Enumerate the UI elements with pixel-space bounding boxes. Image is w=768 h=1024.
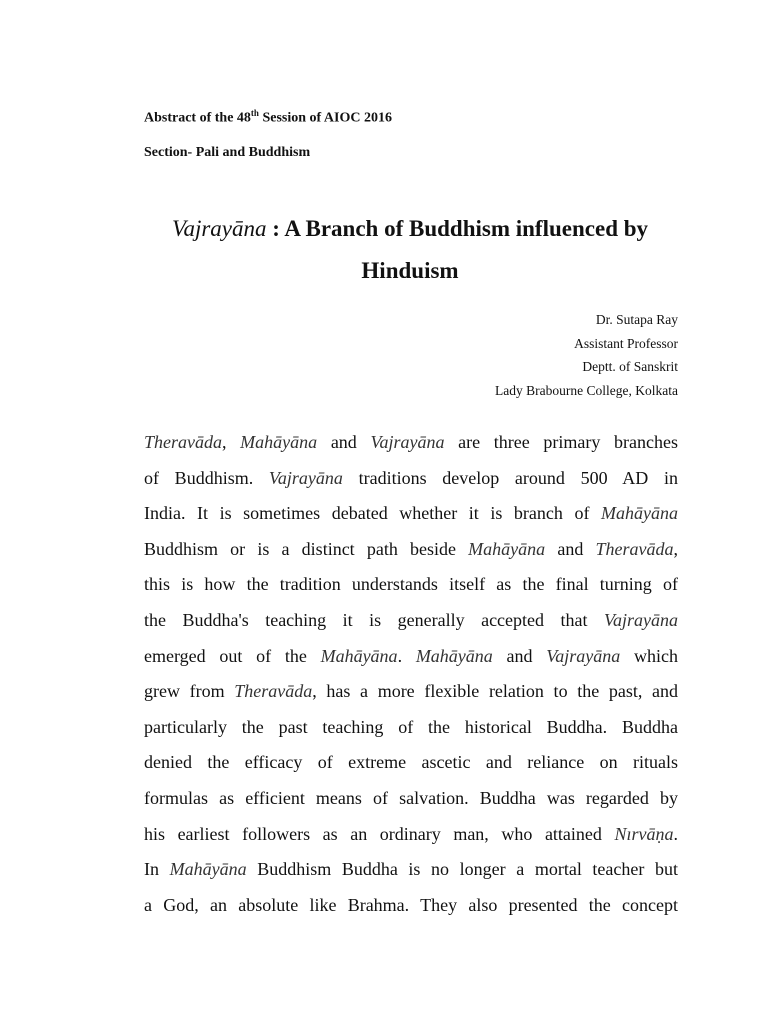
title-line-2: Hinduism bbox=[361, 258, 459, 283]
body-text-segment: and bbox=[317, 432, 371, 452]
body-text-segment: traditions develop around 500 AD in bbox=[342, 467, 678, 488]
italic-term: Mahāyāna bbox=[601, 503, 678, 524]
title-rest: : A Branch of Buddhism influenced by bbox=[266, 216, 649, 241]
body-line bbox=[144, 567, 678, 603]
body-text-segment: , has a more flexible relation to the past, and bbox=[312, 681, 678, 702]
author-institution: Lady Brabourne College, Kolkata bbox=[495, 382, 678, 398]
body-line bbox=[144, 781, 678, 817]
body-line bbox=[144, 603, 678, 639]
body-text-segment: are three primary branches bbox=[444, 432, 678, 452]
body-text-segment: Buddhism or is a distinct path beside bbox=[144, 538, 469, 559]
session-line bbox=[144, 108, 392, 127]
italic-term: Mahāyāna bbox=[320, 645, 398, 666]
italic-term: Theravāda bbox=[144, 432, 222, 452]
title-italic: Vajrayāna bbox=[171, 216, 267, 241]
body-text-segment: Buddhism Buddha is no longer a mortal teacher but bbox=[246, 859, 678, 880]
body-line bbox=[144, 674, 678, 710]
italic-term: Vajrayāna bbox=[604, 609, 678, 630]
body-line bbox=[144, 710, 678, 746]
body-line bbox=[144, 425, 678, 461]
session-superscript: th bbox=[250, 108, 259, 118]
author-name: Dr. Sutapa Ray bbox=[595, 312, 678, 327]
body-line bbox=[144, 639, 678, 675]
title-line-1 bbox=[130, 208, 690, 250]
body-text-segment: particularly the past teaching of the historical Buddha. Buddha bbox=[144, 716, 678, 737]
author-position: Assistant Professor bbox=[574, 335, 678, 351]
body-line bbox=[144, 745, 678, 781]
abstract-body bbox=[144, 425, 678, 923]
body-text-segment: , bbox=[673, 538, 678, 559]
body-text-segment: denied the efficacy of extreme ascetic and reliance on rituals bbox=[144, 752, 678, 773]
italic-term: Vajrayāna bbox=[546, 645, 621, 666]
italic-term: Mahāyāna bbox=[468, 538, 546, 559]
body-text-segment: In bbox=[144, 859, 170, 880]
body-text-segment: India. It is sometimes debated whether it is branch of bbox=[144, 503, 602, 524]
italic-term: Mahāyāna bbox=[169, 859, 247, 880]
section-line: Section- Pali and Buddhism bbox=[144, 145, 311, 160]
body-text-segment: formulas as efficient means of salvation. Buddha was regarded by bbox=[144, 787, 678, 808]
body-line bbox=[144, 461, 678, 497]
session-text-end: Session of AIOC 2016 bbox=[258, 110, 392, 126]
italic-term: Theravāda bbox=[595, 538, 674, 559]
body-text-segment: his earliest followers as an ordinary man, who attained bbox=[144, 823, 615, 844]
body-line bbox=[144, 532, 678, 568]
paper-title bbox=[130, 208, 690, 292]
body-text-segment: , bbox=[222, 432, 241, 452]
body-text-segment: and bbox=[492, 645, 547, 666]
italic-term: Nırvāṇa bbox=[614, 823, 674, 844]
italic-term: Vajrayāna bbox=[268, 467, 343, 488]
italic-term: Mahāyāna bbox=[415, 645, 493, 666]
body-text-segment: emerged out of the bbox=[144, 645, 321, 666]
italic-term: Mahāyāna bbox=[240, 432, 318, 452]
body-text-segment: . bbox=[673, 823, 678, 844]
body-line bbox=[144, 817, 678, 853]
italic-term: Theravāda bbox=[234, 681, 313, 702]
author-department: Deptt. of Sanskrit bbox=[582, 359, 678, 374]
body-text-segment: this is how the tradition understands itself as the final turning of bbox=[144, 574, 678, 595]
body-text-segment: grew from bbox=[144, 681, 235, 702]
body-text-segment: the Buddha's teaching it is generally accepted that bbox=[144, 609, 604, 630]
body-text-segment: a God, an absolute like Brahma. They also presented the concept bbox=[144, 894, 678, 915]
body-text-segment: of Buddhism. bbox=[144, 467, 269, 488]
italic-term: Vajrayāna bbox=[370, 432, 445, 452]
body-line bbox=[144, 852, 678, 888]
session-text: Abstract of the 48 bbox=[144, 110, 251, 126]
body-text-segment: and bbox=[545, 538, 596, 559]
author-block bbox=[495, 308, 678, 402]
body-line bbox=[144, 496, 678, 532]
body-line bbox=[144, 888, 678, 924]
body-text-segment: . bbox=[397, 645, 416, 666]
body-text-segment: which bbox=[620, 645, 678, 666]
